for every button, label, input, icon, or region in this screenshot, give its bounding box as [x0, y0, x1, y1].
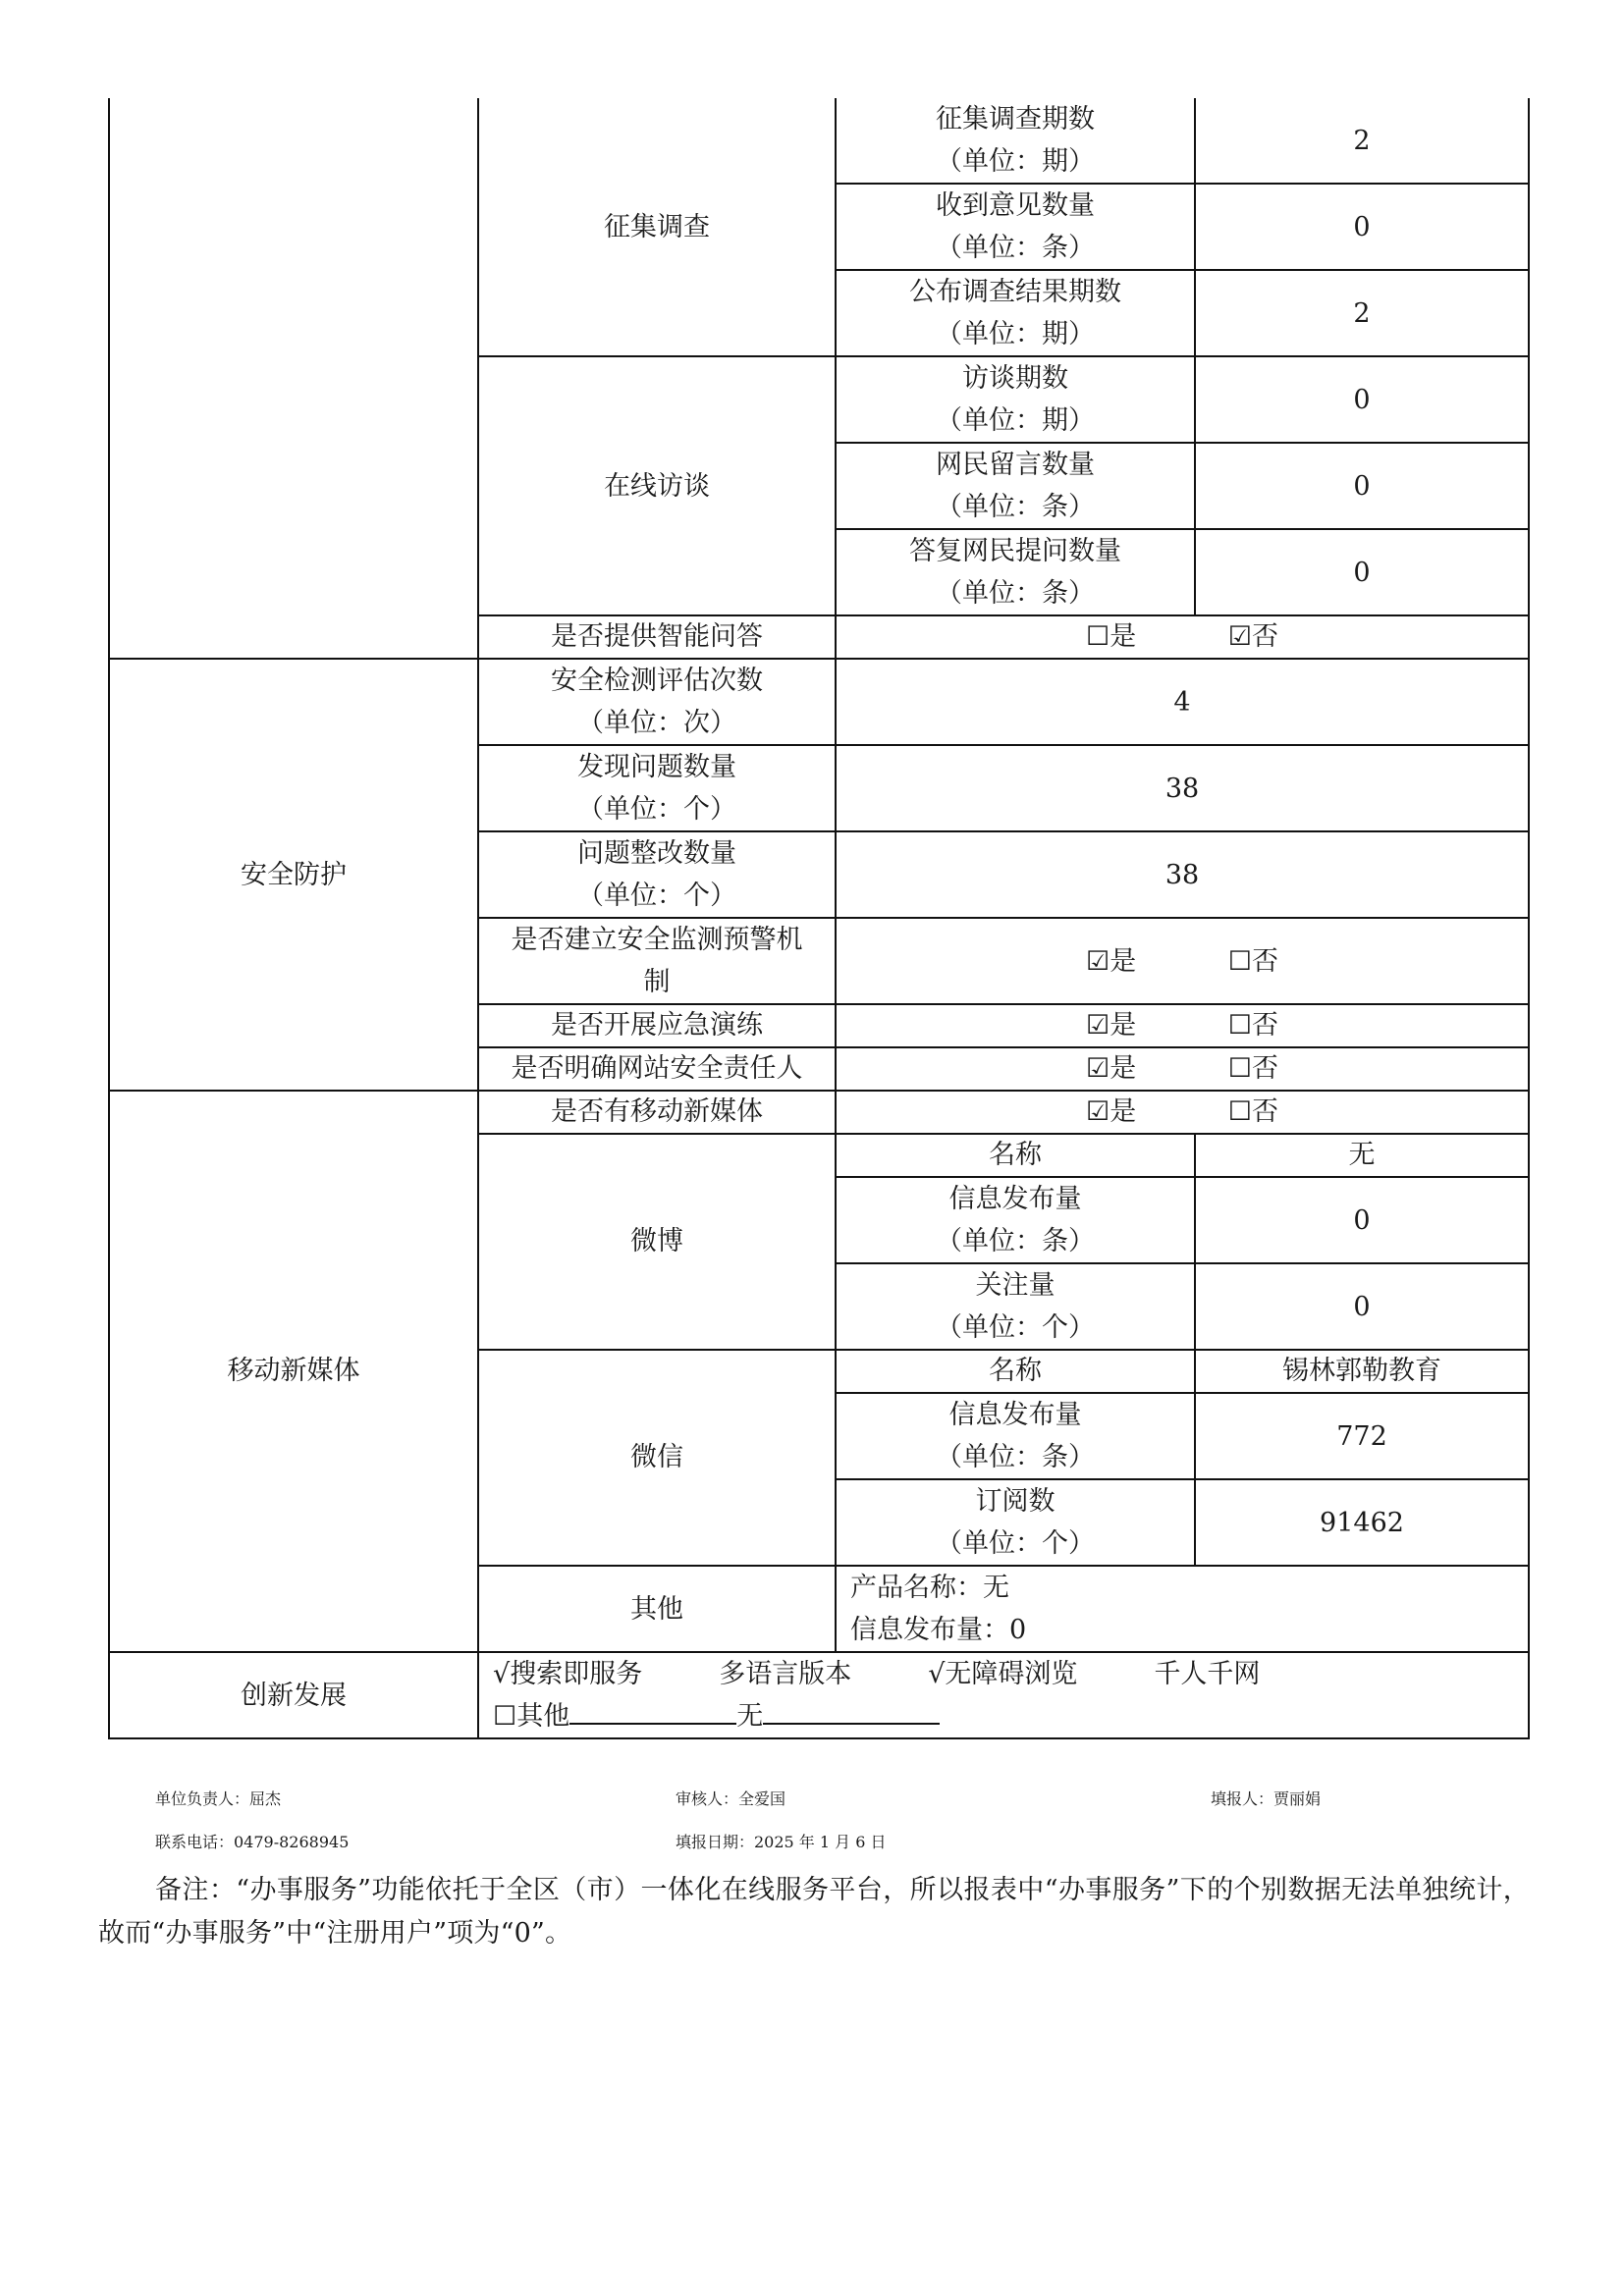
innovation-options-line1 — [493, 1653, 1522, 1695]
warning-label-cell — [478, 918, 836, 1004]
item-label-cell — [836, 184, 1195, 270]
option-personalized[interactable]: 千人千网 — [1154, 1659, 1261, 1689]
item-label: 订阅数 — [975, 1486, 1056, 1517]
item-label-cell — [836, 529, 1195, 615]
drill-options — [836, 1004, 1529, 1047]
item-value: 0 — [1195, 529, 1529, 615]
option-accessibility[interactable]: √无障碍浏览 — [928, 1659, 1078, 1689]
drill-label: 是否开展应急演练 — [478, 1004, 836, 1047]
website-annual-report-table — [108, 98, 1530, 1739]
name-value: 无 — [1195, 1134, 1529, 1177]
checkbox-yes[interactable]: ☑是 — [1085, 945, 1137, 977]
item-value: 2 — [1195, 270, 1529, 356]
category-wechat: 微信 — [478, 1350, 836, 1566]
item-label: 征集调查期数 — [936, 104, 1095, 134]
other-value: 无 — [736, 1701, 764, 1732]
table-row — [109, 1091, 1529, 1134]
item-label: 关注量 — [975, 1270, 1056, 1301]
option-search-service[interactable]: √搜索即服务 — [493, 1659, 643, 1689]
section-mobile: 移动新媒体 — [109, 1091, 478, 1652]
item-label-cell — [836, 1393, 1195, 1479]
item-label-cell — [478, 745, 836, 831]
checkbox-no[interactable]: ☐否 — [1227, 1010, 1279, 1041]
warning-options — [836, 918, 1529, 1004]
checkbox-no[interactable]: ☐否 — [1227, 945, 1279, 977]
item-value: 0 — [1195, 184, 1529, 270]
item-value: 0 — [1195, 356, 1529, 443]
item-label-cell — [836, 1479, 1195, 1566]
table-row — [109, 1652, 1529, 1738]
item-unit: （单位：个） — [936, 1312, 1095, 1343]
item-label: 访谈期数 — [962, 363, 1068, 394]
section-innovation: 创新发展 — [109, 1652, 478, 1738]
item-label-cell — [836, 1177, 1195, 1263]
footer-contact-row — [155, 1830, 1530, 1869]
checkbox-yes[interactable]: ☑是 — [1085, 1096, 1137, 1127]
item-label: 安全检测评估次数 — [551, 666, 763, 696]
responsible-label: 是否明确网站安全责任人 — [478, 1047, 836, 1091]
footer-signature-row — [155, 1787, 1530, 1826]
item-value: 0 — [1195, 1177, 1529, 1263]
checkbox-no[interactable]: ☑否 — [1227, 621, 1279, 652]
item-unit: （单位：个） — [577, 794, 736, 825]
warning-label-cont: 制 — [643, 967, 671, 997]
item-value: 2 — [1195, 98, 1529, 184]
item-unit: （单位：条） — [936, 233, 1095, 263]
item-value: 0 — [1195, 1263, 1529, 1350]
category-other: 其他 — [478, 1566, 836, 1652]
reviewer: 审核人：全爱国 — [676, 1789, 786, 1808]
option-multilingual[interactable]: 多语言版本 — [719, 1659, 852, 1689]
item-label-cell — [836, 1263, 1195, 1350]
item-value: 0 — [1195, 443, 1529, 529]
item-label-cell — [478, 659, 836, 745]
has-mobile-options — [836, 1091, 1529, 1134]
item-unit: （单位：条） — [936, 1226, 1095, 1256]
innovation-options — [478, 1652, 1529, 1738]
table-row — [109, 659, 1529, 745]
name-label: 名称 — [836, 1350, 1195, 1393]
item-unit: （单位：条） — [936, 492, 1095, 522]
name-label: 名称 — [836, 1134, 1195, 1177]
item-unit: （单位：条） — [936, 1442, 1095, 1472]
filler: 填报人：贾丽娟 — [1211, 1789, 1322, 1808]
item-label: 信息发布量 — [948, 1400, 1082, 1430]
checkbox-yes[interactable]: ☑是 — [1085, 1053, 1137, 1084]
section-cell-interaction — [109, 98, 478, 659]
item-unit: （单位：个） — [936, 1528, 1095, 1559]
other-publish-count: 信息发布量：0 — [850, 1615, 1027, 1645]
item-label-cell — [836, 356, 1195, 443]
footnote: 备注：“办事服务”功能依托于全区（市）一体化在线服务平台，所以报表中“办事服务”下的个别数据无法单独统计，故而“办事服务”中“注册用户”项为“0”。 — [98, 1875, 1530, 1949]
item-unit: （单位：个） — [577, 881, 736, 911]
other-product-name: 产品名称：无 — [850, 1573, 1009, 1603]
checkbox-yes[interactable]: ☐是 — [1085, 621, 1137, 652]
other-blank-2 — [763, 1723, 940, 1725]
item-value: 38 — [836, 745, 1529, 831]
item-label: 公布调查结果期数 — [909, 277, 1121, 307]
warning-label: 是否建立安全监测预警机 — [511, 925, 803, 955]
category-weibo: 微博 — [478, 1134, 836, 1350]
item-value: 38 — [836, 831, 1529, 918]
item-label: 信息发布量 — [948, 1184, 1082, 1214]
item-label-cell — [478, 831, 836, 918]
checkbox-no[interactable]: ☐否 — [1227, 1053, 1279, 1084]
table-row — [109, 98, 1529, 184]
innovation-options-line2 — [493, 1695, 1522, 1737]
item-label: 收到意见数量 — [936, 190, 1095, 221]
item-unit: （单位：期） — [936, 319, 1095, 349]
item-value: 772 — [1195, 1393, 1529, 1479]
responsible-options — [836, 1047, 1529, 1091]
other-blank-1 — [569, 1723, 736, 1725]
item-label-cell — [836, 443, 1195, 529]
section-security: 安全防护 — [109, 659, 478, 1091]
option-other[interactable]: ☐其他 — [493, 1701, 570, 1732]
fill-date: 填报日期：2025 年 1 月 6 日 — [676, 1833, 887, 1851]
name-value: 锡林郭勒教育 — [1195, 1350, 1529, 1393]
checkbox-no[interactable]: ☐否 — [1227, 1096, 1279, 1127]
item-unit: （单位：次） — [577, 708, 736, 738]
category-collect-survey: 征集调查 — [478, 98, 836, 356]
item-unit: （单位：期） — [936, 405, 1095, 436]
item-unit: （单位：期） — [936, 146, 1095, 177]
checkbox-yes[interactable]: ☑是 — [1085, 1010, 1137, 1041]
item-value: 4 — [836, 659, 1529, 745]
smart-qa-label: 是否提供智能问答 — [478, 615, 836, 659]
item-label: 问题整改数量 — [577, 838, 736, 869]
smart-qa-options — [836, 615, 1529, 659]
unit-head: 单位负责人：屈杰 — [155, 1789, 282, 1808]
phone: 联系电话：0479-8268945 — [155, 1833, 350, 1851]
item-label: 答复网民提问数量 — [909, 536, 1121, 566]
item-label: 发现问题数量 — [577, 752, 736, 782]
item-value: 91462 — [1195, 1479, 1529, 1566]
item-unit: （单位：条） — [936, 578, 1095, 609]
item-label: 网民留言数量 — [936, 450, 1095, 480]
category-online-interview: 在线访谈 — [478, 356, 836, 615]
has-mobile-label: 是否有移动新媒体 — [478, 1091, 836, 1134]
item-label-cell — [836, 270, 1195, 356]
item-label-cell — [836, 98, 1195, 184]
other-details — [836, 1566, 1529, 1652]
